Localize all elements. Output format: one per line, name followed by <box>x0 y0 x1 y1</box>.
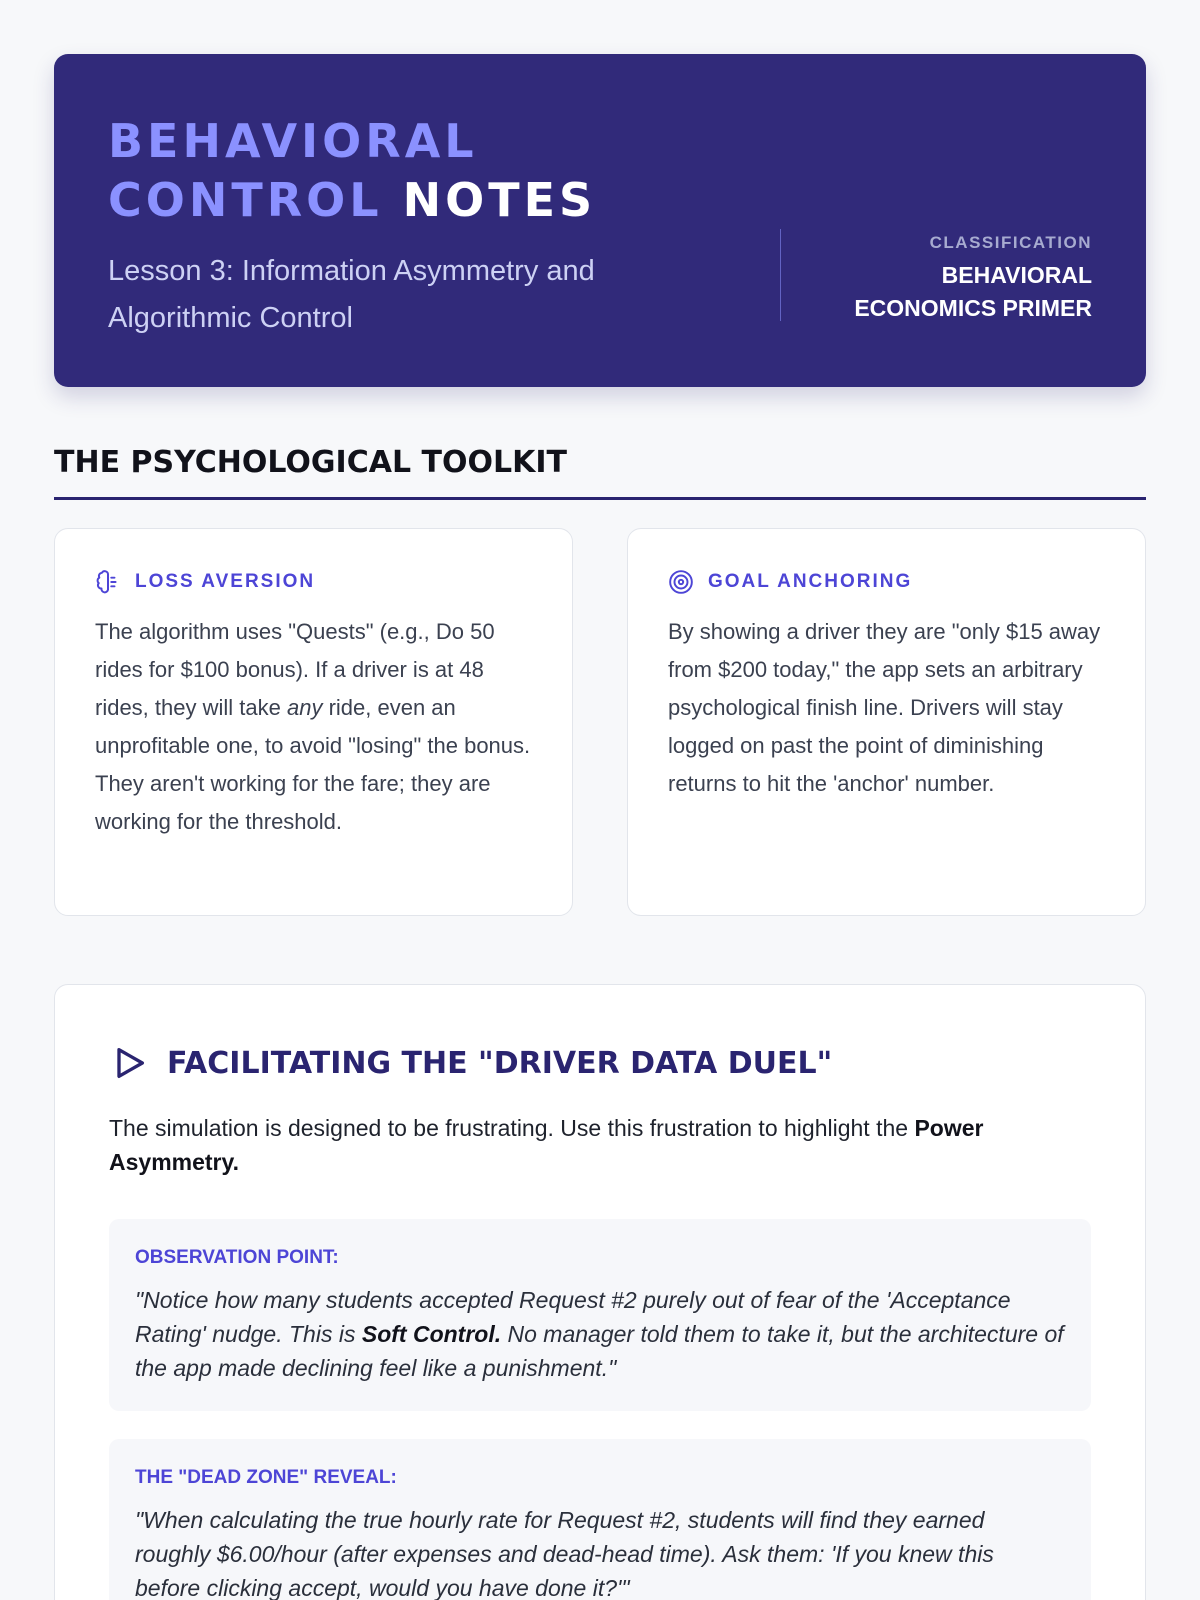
page-subtitle: Lesson 3: Information Asymmetry and Algorithmic Control <box>108 255 595 334</box>
note-text-part: No manager told them to take it, but the architecture of the app made declining feel like a punishment." <box>135 1321 1064 1381</box>
note-text-emphasis: Soft Control. <box>361 1321 502 1347</box>
facilitation-panel <box>54 984 1146 1600</box>
classification-value: BEHAVIORAL ECONOMICS PRIMER <box>854 262 1092 321</box>
note-text-part: "Notice how many students accepted Request #2 purely out of fear of the 'Acceptance Rating' nudge. This is <box>135 1287 1011 1347</box>
card-body: By showing a driver they are "only $15 away from $200 today," the app sets an arbitrary psychological finish line. Drivers will stay logged on past the point of diminishing returns to hit the 'anchor' number. <box>668 619 1101 796</box>
observation-note <box>109 1219 1091 1411</box>
note-text: "When calculating the true hourly rate for Request #2, students will find they earned roughly $6.00/hour (after expenses and dead-head time). Ask them: 'If you knew this before clicking accept, would you have done it?'" <box>135 1507 994 1600</box>
title-rest: NOTES <box>402 173 597 227</box>
intro-text: The simulation is designed to be frustrating. Use this frustration to highlight the <box>109 1115 915 1141</box>
header-divider <box>780 229 781 321</box>
play-icon <box>109 1043 149 1083</box>
note-label: THE "DEAD ZONE" REVEAL: <box>135 1467 397 1488</box>
panel-title: FACILITATING THE "DRIVER DATA DUEL" <box>167 1045 833 1081</box>
intro-emphasis: Power Asymmetry. <box>109 1115 984 1175</box>
card-body-emphasis: any <box>286 695 323 720</box>
note-label: OBSERVATION POINT: <box>135 1247 339 1268</box>
classification-block <box>832 112 1092 387</box>
toolkit-heading: THE PSYCHOLOGICAL TOOLKIT <box>54 445 1146 500</box>
card-body <box>95 613 532 841</box>
panel-header <box>109 1043 1091 1083</box>
card-title: GOAL ANCHORING <box>708 571 913 592</box>
card-body-part: ride, even an unprofitable one, to avoid "losing" the bonus. They aren't working for the fare; they are working for the threshold. <box>95 695 531 834</box>
toolkit-cards <box>54 528 1146 916</box>
title-accent: BEHAVIORAL CONTROL <box>108 114 478 227</box>
card-loss-aversion <box>54 528 573 916</box>
header-left <box>108 112 728 387</box>
classification-label: CLASSIFICATION <box>929 233 1092 252</box>
brain-icon <box>95 569 121 595</box>
header-banner <box>54 54 1146 387</box>
page-title <box>108 112 728 230</box>
dead-zone-note <box>109 1439 1091 1600</box>
target-icon <box>668 569 694 595</box>
panel-intro <box>109 1111 1091 1179</box>
card-goal-anchoring <box>627 528 1146 916</box>
card-header <box>95 569 532 595</box>
card-title: LOSS AVERSION <box>135 571 316 592</box>
note-text <box>135 1283 1065 1385</box>
card-header <box>668 569 1105 595</box>
card-body-part: The algorithm uses "Quests" (e.g., Do 50 rides for $100 bonus). If a driver is at 48 rides, they will take <box>95 619 495 720</box>
